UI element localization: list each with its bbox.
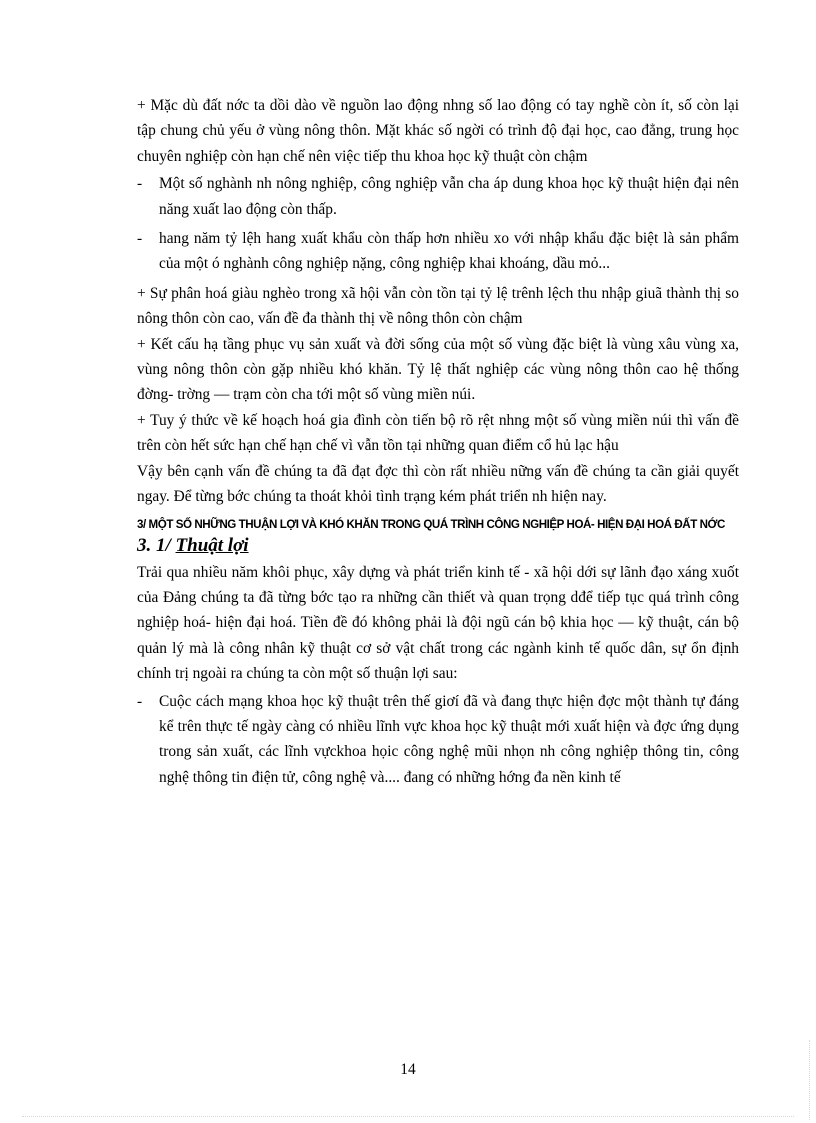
bullet-text: hang năm tỷ lệh hang xuất khẩu còn thấp hơn nhiều xo với nhập khẩu đặc biệt là sản phẩm của một ó nghành công nghiệp nặng, công nghiệp khai khoáng, dầu mỏ... xyxy=(159,230,739,273)
page-border-bottom xyxy=(22,1116,794,1117)
subheading-number: 3. 1/ xyxy=(137,534,176,556)
bullet-item xyxy=(137,226,739,277)
bullet-item xyxy=(137,171,739,222)
paragraph-advantages-intro: Trải qua nhiều năm khôi phục, xây dựng và phát triển kinh tế - xã hội dới sự lãnh đạo xáng xuốt của Đảng chúng ta đã từng bớc tạo ra những cần thiết và quan trọng dđể tiếp tục quá trình công nghiệp hoá- hiện đại hoá. Tiền đề đó không phải là đội ngũ cán bộ khia học — kỹ thuật, cán bộ quản lý mà là công nhân kỹ thuật cơ sở vật chất trong các ngành kinh tế quốc dân, sự ổn định chính trị ngoài ra chúng ta còn một số thuận lợi sau: xyxy=(137,563,739,683)
subheading-title: Thuật lợi xyxy=(175,534,249,556)
page-border-right xyxy=(809,1040,810,1120)
bullet-dash: - xyxy=(137,175,143,193)
section-heading: 3/ MỘT SỐ NHỮNG THUẬN LỢI VÀ KHÓ KHĂN TRONG QUÁ TRÌNH CÔNG NGHIỆP HOÁ- HIỆN ĐẠI HOÁ ĐẤT NỚC xyxy=(137,517,725,531)
document-page xyxy=(137,93,739,794)
paragraph-income-gap: + Sự phân hoá giàu nghèo trong xã hội vẫn còn tồn tại tỷ lệ trênh lệch thu nhập giuã thành thị so nông thôn còn cao, vấn đề đa thành thị về nông thôn còn chậm xyxy=(137,284,739,328)
bullet-dash: - xyxy=(137,692,143,710)
paragraph-conclusion: Vậy bên cạnh vấn đề chúng ta đã đạt đợc thì còn rất nhiều nững vấn đề chúng ta cần giải quyết ngay. Để từng bớc chúng ta thoát khỏi tình trạng kém phát triển nh hiện nay. xyxy=(137,462,739,506)
page-number: 14 xyxy=(400,1061,416,1078)
bullet-text: Cuộc cách mạng khoa học kỹ thuật trên thế giơí đã và đang thực hiện đợc một thành tự đáng kể trên thực tế ngày càng có nhiều lĩnh vực khoa học kỹ thuật mới xuất hiện và đợc ứng dụng trong sản xuất, các lĩnh vựckhoa họic công nghệ mũi nhọn nh công nghiệp thông tin, công nghệ thông tin điện tử, công nghệ và.... đang có những hớng đa nền kinh tế xyxy=(159,692,739,786)
bullet-item xyxy=(137,689,739,791)
bullet-text: Một số nghành nh nông nghiệp, công nghiệp vẫn cha áp dung khoa học kỹ thuật hiện đại nên năng xuất lao động còn thấp. xyxy=(159,175,739,218)
paragraph-infrastructure: + Kết cấu hạ tầng phục vụ sản xuất và đời sống của một số vùng đặc biệt là vùng xâu vùng xa, vùng nông thôn còn gặp nhiều khó khăn. Tỷ lệ thất nghiệp các vùng nông thôn cao hệ thống đờng- trờng — trạm còn cha tới một số vùng miền núi. xyxy=(137,335,739,404)
bullet-dash: - xyxy=(137,230,143,248)
subheading xyxy=(137,534,739,558)
paragraph-labor-skills: + Mặc dù đất nớc ta dồi dào về nguồn lao động nhng số lao động có tay nghề còn ít, số còn lại tập chung chủ yếu ở vùng nông thôn. Mặt khác số ngời có trình độ đại học, cao đẳng, trung học chuyên nghiệp còn hạn chế nên việc tiếp thu khoa học kỹ thuật còn chậm xyxy=(137,97,739,165)
paragraph-family-planning: + Tuy ý thức về kế hoạch hoá gia đình còn tiến bộ rõ rệt nhng một số vùng miền núi thì vấn đề trên còn hết sức hạn chế hạn chế vì vẫn tồn tại những quan điểm cổ hủ lạc hậu xyxy=(137,411,739,455)
